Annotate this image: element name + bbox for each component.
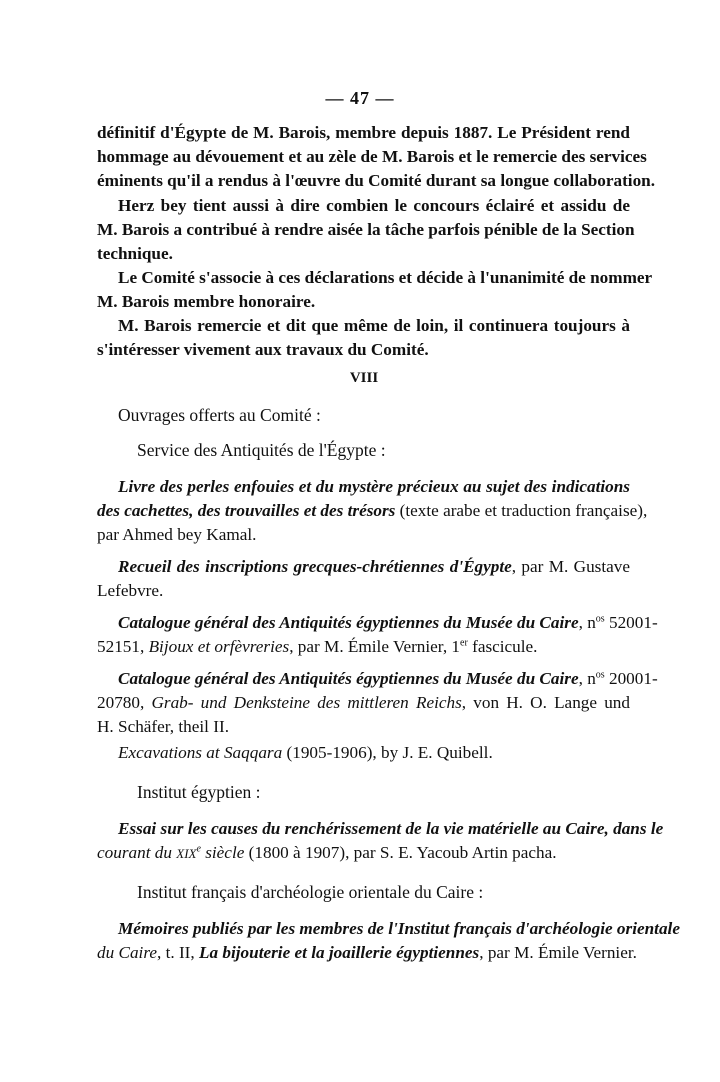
work-entry-line [118,918,680,940]
work-title: du Caire [97,943,157,962]
work-entry-line [97,500,648,522]
text-line: s'intéresser vivement aux travaux du Comité. [97,340,429,359]
work-title: Livre des perles enfouies et du mystère précieux au sujet des indications [118,477,630,496]
work-entry-line [97,636,630,658]
work-title: Catalogue général des Antiquités égyptiennes du Musée du Caire [118,669,579,688]
superscript: e [196,843,201,855]
superscript: os [595,613,605,625]
work-title: Recueil des inscriptions grecques-chrétiennes d'Égypte [118,557,512,576]
work-entry-line [118,612,658,634]
work-title: Essai sur les causes du renchérissement de la vie matérielle au Caire, dans le [118,819,664,838]
work-details: , par M. Émile Vernier. [479,943,637,962]
donor-heading: Institut égyptien : [137,782,261,802]
work-details: (1800 à 1907), par S. E. Yacoub Artin pacha. [244,843,557,862]
donor-heading: Institut français d'archéologie orientale du Caire : [137,882,484,902]
century-numeral: XIX [176,846,197,861]
work-details: fascicule. [467,637,538,656]
work-title: des cachettes, des trouvailles et des trésors [97,501,396,520]
text-line: hommage au dévouement et au zèle de M. Barois et le remercie des services [97,147,647,166]
work-subtitle: Bijoux et orfèvreries [148,637,290,656]
work-entry-line [118,476,630,498]
work-entry-line: H. Schäfer, theil II. [97,717,229,736]
work-subtitle: Grab- und Denksteine des mittleren Reichs [151,693,462,712]
work-title: siècle [200,843,245,862]
work-details: , n [578,669,596,688]
work-details: 52151, [97,637,149,656]
text-line: technique. [97,244,173,263]
text-line: définitif d'Égypte de M. Barois, membre depuis 1887. Le Président rend [97,123,630,142]
work-details: , t. II, [157,943,200,962]
work-title: courant du [97,843,177,862]
section-intro: Ouvrages offerts au Comité : [118,405,321,425]
text-line: Herz bey tient aussi à dire combien le concours éclairé et assidu de [118,196,630,215]
work-details: 52001- [604,613,658,632]
work-entry-line: par Ahmed bey Kamal. [97,525,257,544]
work-details: (1905-1906), by J. E. Quibell. [282,743,493,762]
page-number: — 47 — [325,88,395,108]
text-line: M. Barois a contribué à rendre aisée la tâche parfois pénible de la Section [97,220,635,239]
text-line: M. Barois remercie et dit que même de loin, il continuera toujours à [118,316,630,335]
work-entry-line [118,668,658,690]
work-details: (texte arabe et traduction française), [395,501,648,520]
superscript: er [460,637,468,649]
section-number: VIII [349,370,379,386]
work-details: , von H. O. Lange und [461,693,630,712]
text-line: Le Comité s'associe à ces déclarations et décide à l'unanimité de nommer [118,268,653,287]
work-details: 20780, [97,693,152,712]
work-title: Excavations at Saqqara [118,743,283,762]
work-entry-line [97,842,630,865]
work-title: Catalogue général des Antiquités égyptiennes du Musée du Caire [118,613,579,632]
work-entry-line [118,556,630,578]
text-line: M. Barois membre honoraire. [97,292,316,311]
work-details: , par M. Gustave [511,557,630,576]
work-details: , n [578,613,596,632]
donor-heading: Service des Antiquités de l'Égypte : [137,440,386,460]
work-entry-line [97,942,637,964]
text-line: éminents qu'il a rendus à l'œuvre du Comité durant sa longue collaboration. [97,171,656,190]
work-entry-line [118,818,664,840]
work-entry-line [97,692,630,714]
work-entry-line: Lefebvre. [97,581,164,600]
superscript: os [595,669,605,681]
work-subtitle: La bijouterie et la joaillerie égyptiennes [199,943,480,962]
work-details: , par M. Émile Vernier, 1 [289,637,461,656]
work-title: Mémoires publiés par les membres de l'Institut français d'archéologie orientale [118,919,680,938]
work-entry-line [118,742,630,764]
work-details: 20001- [604,669,658,688]
